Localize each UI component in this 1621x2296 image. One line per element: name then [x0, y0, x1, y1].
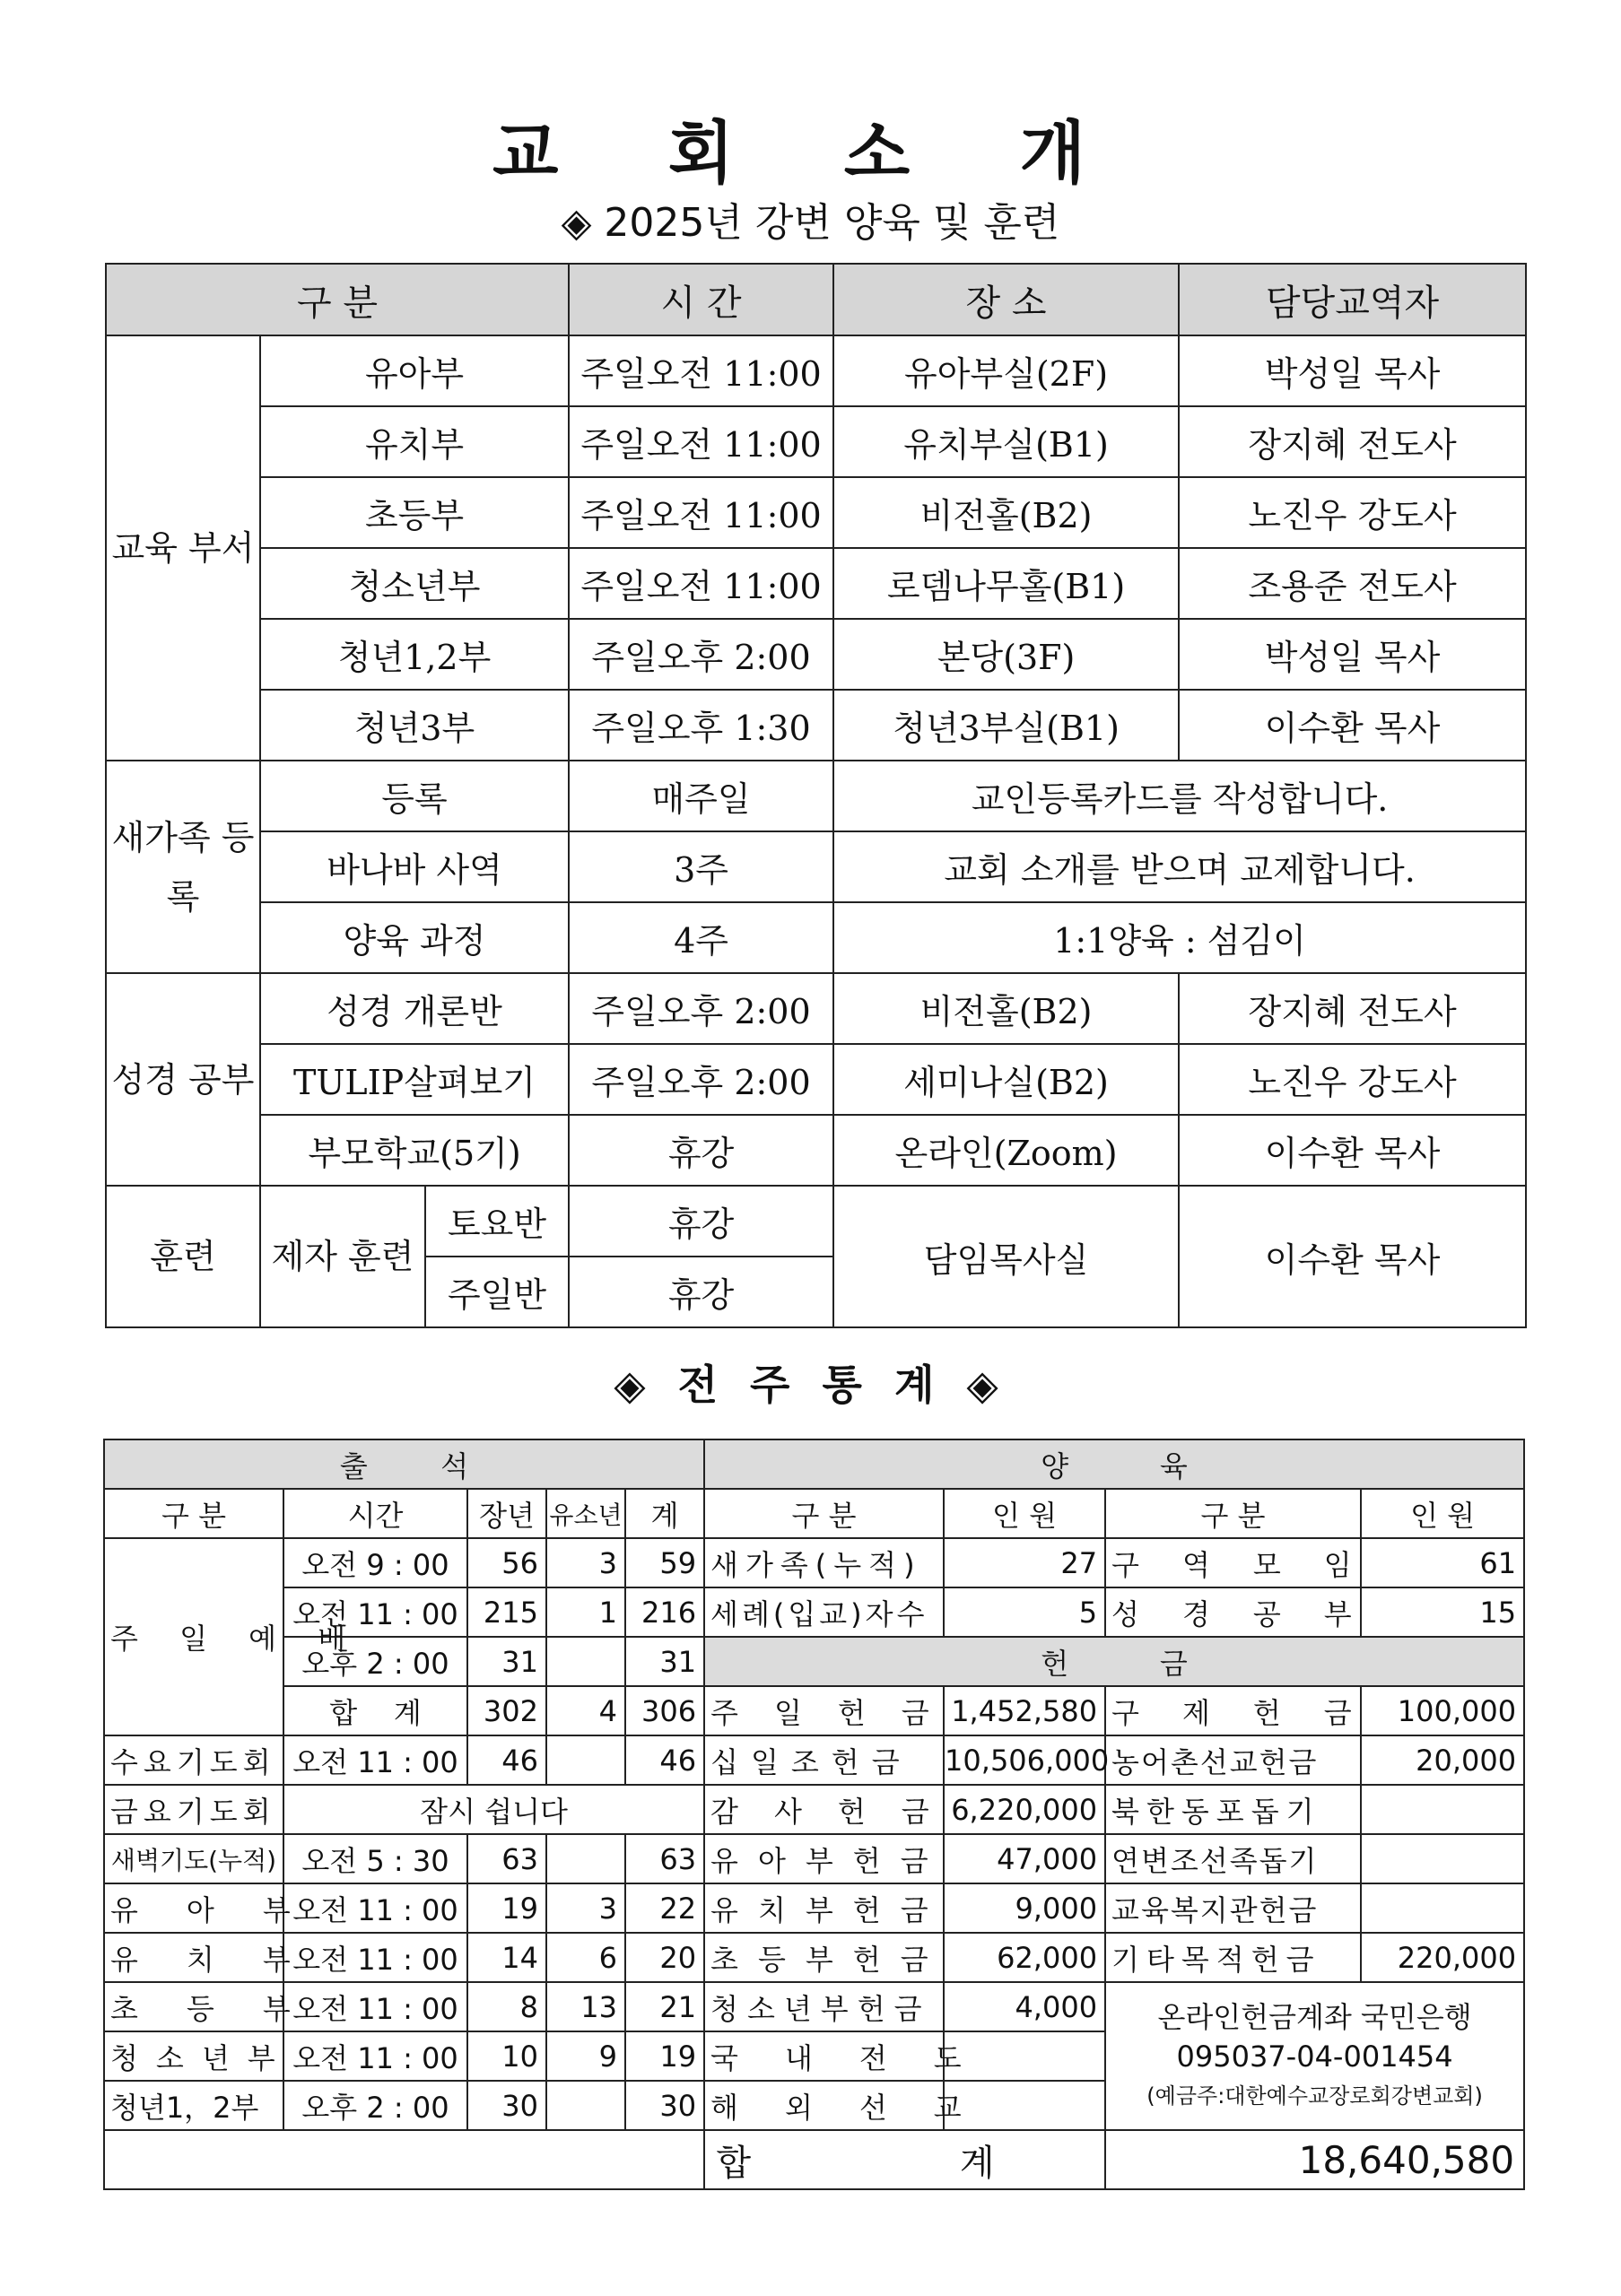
att-adult: 31 — [467, 1637, 546, 1686]
dept-place: 비전홀(B2) — [833, 477, 1179, 548]
sunday-worship-label: 주 일 예 배 — [104, 1538, 283, 1735]
att-col-adult: 장년 — [467, 1489, 546, 1538]
off-label: 청소년부헌금 — [704, 1982, 944, 2031]
friday-label: 금요기도회 — [104, 1785, 283, 1834]
program-name: 등록 — [260, 761, 569, 831]
off-value: 10,506,000 — [944, 1735, 1105, 1785]
att-label: 초등부 — [104, 1982, 283, 2031]
section-bible: 성경 공부 — [106, 973, 260, 1186]
att-total: 216 — [625, 1587, 704, 1637]
att-adult: 63 — [467, 1834, 546, 1883]
off-label2: 북한동포돕기 — [1105, 1785, 1361, 1834]
class-place: 세미나실(B2) — [833, 1044, 1179, 1115]
att-total: 21 — [625, 1982, 704, 2031]
schedule-table — [105, 263, 1527, 1328]
att-time: 오전 11 : 00 — [283, 1587, 467, 1637]
bank-line2: 095037-04-001454 — [1176, 2039, 1453, 2074]
off-value: 47,000 — [944, 1834, 1105, 1883]
class-name: 성경 개론반 — [260, 973, 569, 1044]
dept-pastor: 장지혜 전도사 — [1179, 406, 1526, 477]
offering-header: 헌 금 — [704, 1637, 1524, 1686]
nurture-header: 양 육 — [704, 1439, 1524, 1489]
att-time: 오전 11 : 00 — [283, 1883, 467, 1933]
att-youth — [546, 2081, 625, 2130]
att-youth: 1 — [546, 1587, 625, 1637]
program-desc: 1:1양육 : 섬김이 — [833, 902, 1526, 973]
off-value2 — [1361, 1834, 1524, 1883]
dept-place: 유아부실(2F) — [833, 335, 1179, 406]
empty-footer-cell — [104, 2130, 704, 2189]
dept-pastor: 박성일 목사 — [1179, 619, 1526, 690]
att-adult: 19 — [467, 1883, 546, 1933]
off-label: 국내전도 — [704, 2031, 944, 2081]
att-col-category: 구 분 — [104, 1489, 283, 1538]
nur-value: 27 — [944, 1538, 1105, 1587]
off-value2: 100,000 — [1361, 1686, 1524, 1735]
dept-place: 본당(3F) — [833, 619, 1179, 690]
dept-pastor: 박성일 목사 — [1179, 335, 1526, 406]
att-adult: 46 — [467, 1735, 546, 1785]
att-time: 오전 11 : 00 — [283, 1982, 467, 2031]
class-time: 주일오후 2:00 — [569, 973, 833, 1044]
att-total: 46 — [625, 1735, 704, 1785]
header-pastor: 담당교역자 — [1179, 264, 1526, 335]
nur-col-count2: 인 원 — [1361, 1489, 1524, 1538]
att-youth — [546, 1735, 625, 1785]
dept-name: 유아부 — [260, 335, 569, 406]
att-total: 31 — [625, 1637, 704, 1686]
off-value: 1,452,580 — [944, 1686, 1105, 1735]
program-name: 양육 과정 — [260, 902, 569, 973]
off-label2: 교육복지관헌금 — [1105, 1883, 1361, 1933]
class-time: 휴강 — [569, 1115, 833, 1186]
att-time: 오전 5 : 30 — [283, 1834, 467, 1883]
training-saturday: 토요반 — [425, 1186, 569, 1257]
att-youth: 3 — [546, 1883, 625, 1933]
class-name: 부모학교(5기) — [260, 1115, 569, 1186]
off-label2: 구제헌금 — [1105, 1686, 1361, 1735]
att-time: 오전 9 : 00 — [283, 1538, 467, 1587]
dept-name: 청년1,2부 — [260, 619, 569, 690]
program-desc: 교회 소개를 받으며 교제합니다. — [833, 831, 1526, 902]
dept-place: 로뎀나무홀(B1) — [833, 548, 1179, 619]
att-time: 오전 11 : 00 — [283, 1735, 467, 1785]
header-category: 구 분 — [106, 264, 569, 335]
bank-account-info — [1105, 1982, 1524, 2130]
off-value2 — [1361, 1883, 1524, 1933]
att-label: 유아부 — [104, 1883, 283, 1933]
att-label: 새벽기도(누적) — [104, 1834, 283, 1883]
dept-pastor: 조용준 전도사 — [1179, 548, 1526, 619]
dept-time: 주일오전 11:00 — [569, 548, 833, 619]
att-total: 19 — [625, 2031, 704, 2081]
att-total: 63 — [625, 1834, 704, 1883]
off-label2: 농어촌선교헌금 — [1105, 1735, 1361, 1785]
dept-name: 유치부 — [260, 406, 569, 477]
att-adult: 30 — [467, 2081, 546, 2130]
class-place: 비전홀(B2) — [833, 973, 1179, 1044]
page-title: 교 회 소 개 — [492, 113, 1129, 193]
nur-value2: 61 — [1361, 1538, 1524, 1587]
nur-label: 새가족(누적) — [704, 1538, 944, 1587]
dept-time: 주일오후 2:00 — [569, 619, 833, 690]
dept-time: 주일오전 11:00 — [569, 335, 833, 406]
training-place: 담임목사실 — [833, 1186, 1179, 1327]
dept-pastor: 노진우 강도사 — [1179, 477, 1526, 548]
off-value2 — [1361, 1785, 1524, 1834]
att-col-time: 시간 — [283, 1489, 467, 1538]
attendance-header: 출 석 — [104, 1439, 704, 1489]
section-newfamily: 새가족 등록 — [106, 761, 260, 973]
section-training: 훈련 — [106, 1186, 260, 1327]
att-total: 22 — [625, 1883, 704, 1933]
total-value: 18,640,580 — [1105, 2130, 1524, 2189]
friday-note: 잠시 쉽니다 — [283, 1785, 704, 1834]
class-place: 온라인(Zoom) — [833, 1115, 1179, 1186]
schedule-subtitle: ◈ 2025년 강변 양육 및 훈련 — [561, 200, 1060, 246]
dept-name: 초등부 — [260, 477, 569, 548]
att-total: 30 — [625, 2081, 704, 2130]
off-label2: 연변조선족돕기 — [1105, 1834, 1361, 1883]
class-name: TULIP살펴보기 — [260, 1044, 569, 1115]
nur-label2: 구역모임 — [1105, 1538, 1361, 1587]
att-label: 유치부 — [104, 1933, 283, 1982]
dept-name: 청소년부 — [260, 548, 569, 619]
off-value: 4,000 — [944, 1982, 1105, 2031]
nur-col-category: 구 분 — [704, 1489, 944, 1538]
program-desc: 교인등록카드를 작성합니다. — [833, 761, 1526, 831]
att-youth: 9 — [546, 2031, 625, 2081]
training-disciple: 제자 훈련 — [260, 1186, 425, 1327]
program-name: 바나바 사역 — [260, 831, 569, 902]
att-label: 청소년부 — [104, 2031, 283, 2081]
off-label2: 기타목적헌금 — [1105, 1933, 1361, 1982]
header-place: 장 소 — [833, 264, 1179, 335]
stats-title: ◈ 전 주 통 계 ◈ — [614, 1361, 1007, 1409]
program-time: 3주 — [569, 831, 833, 902]
training-sunday-time: 휴강 — [569, 1257, 833, 1327]
nur-value2: 15 — [1361, 1587, 1524, 1637]
nur-col-count: 인 원 — [944, 1489, 1105, 1538]
att-time: 오전 11 : 00 — [283, 1933, 467, 1982]
dept-time: 주일오후 1:30 — [569, 690, 833, 761]
off-value2: 20,000 — [1361, 1735, 1524, 1785]
att-col-youth: 유소년 — [546, 1489, 625, 1538]
training-pastor: 이수환 목사 — [1179, 1186, 1526, 1327]
bank-line1: 온라인헌금계좌 국민은행 — [1157, 1999, 1472, 2034]
off-value: 9,000 — [944, 1883, 1105, 1933]
att-time: 오전 11 : 00 — [283, 2031, 467, 2081]
dept-time: 주일오전 11:00 — [569, 406, 833, 477]
att-sum-label: 합 계 — [283, 1686, 467, 1735]
att-youth: 6 — [546, 1933, 625, 1982]
off-label: 유치부헌금 — [704, 1883, 944, 1933]
off-value: 62,000 — [944, 1933, 1105, 1982]
dept-place: 청년3부실(B1) — [833, 690, 1179, 761]
nur-value: 5 — [944, 1587, 1105, 1637]
training-saturday-time: 휴강 — [569, 1186, 833, 1257]
off-label: 감사헌금 — [704, 1785, 944, 1834]
off-label: 해외선교 — [704, 2081, 944, 2130]
att-adult: 14 — [467, 1933, 546, 1982]
program-time: 매주일 — [569, 761, 833, 831]
att-adult: 215 — [467, 1587, 546, 1637]
off-label: 십일조헌금 — [704, 1735, 944, 1785]
nur-col-category2: 구 분 — [1105, 1489, 1361, 1538]
off-label: 유아부헌금 — [704, 1834, 944, 1883]
stats-table — [103, 1439, 1525, 2190]
att-adult: 8 — [467, 1982, 546, 2031]
class-pastor: 이수환 목사 — [1179, 1115, 1526, 1186]
att-youth — [546, 1637, 625, 1686]
program-time: 4주 — [569, 902, 833, 973]
dept-pastor: 이수환 목사 — [1179, 690, 1526, 761]
att-total: 59 — [625, 1538, 704, 1587]
bank-line3: (예금주:대한예수교장로회강변교회) — [1146, 2083, 1483, 2109]
att-adult: 302 — [467, 1686, 546, 1735]
att-youth — [546, 1834, 625, 1883]
nur-label: 세례(입교)자수 — [704, 1587, 944, 1637]
att-youth: 3 — [546, 1538, 625, 1587]
att-total: 306 — [625, 1686, 704, 1735]
off-label: 주일헌금 — [704, 1686, 944, 1735]
training-sunday: 주일반 — [425, 1257, 569, 1327]
total-label: 합 계 — [704, 2130, 1105, 2189]
att-time: 오후 2 : 00 — [283, 2081, 467, 2130]
off-value: 6,220,000 — [944, 1785, 1105, 1834]
section-education: 교육 부서 — [106, 335, 260, 761]
att-total: 20 — [625, 1933, 704, 1982]
att-youth: 4 — [546, 1686, 625, 1735]
nur-label2: 성경공부 — [1105, 1587, 1361, 1637]
off-label: 초등부헌금 — [704, 1933, 944, 1982]
dept-place: 유치부실(B1) — [833, 406, 1179, 477]
off-value2: 220,000 — [1361, 1933, 1524, 1982]
att-label: 청년1，2부 — [104, 2081, 283, 2130]
att-label: 수요기도회 — [104, 1735, 283, 1785]
att-col-total: 계 — [625, 1489, 704, 1538]
dept-name: 청년3부 — [260, 690, 569, 761]
att-adult: 10 — [467, 2031, 546, 2081]
class-pastor: 노진우 강도사 — [1179, 1044, 1526, 1115]
class-time: 주일오후 2:00 — [569, 1044, 833, 1115]
class-pastor: 장지혜 전도사 — [1179, 973, 1526, 1044]
header-time: 시 간 — [569, 264, 833, 335]
att-adult: 56 — [467, 1538, 546, 1587]
att-time: 오후 2 : 00 — [283, 1637, 467, 1686]
att-youth: 13 — [546, 1982, 625, 2031]
dept-time: 주일오전 11:00 — [569, 477, 833, 548]
